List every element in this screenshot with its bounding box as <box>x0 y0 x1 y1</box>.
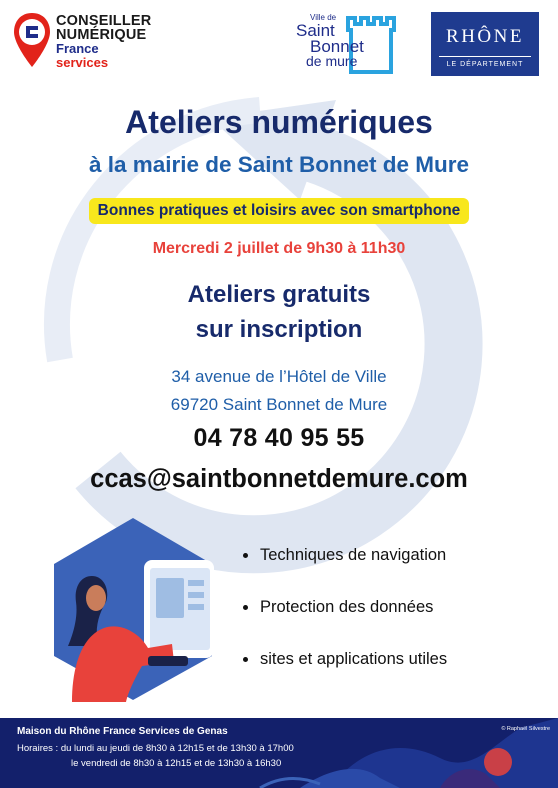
cnfs-line3: France <box>56 41 99 56</box>
event-date: Mercredi 2 juillet de 9h30 à 11h30 <box>152 240 406 257</box>
email-address: ccas@saintbonnetdemure.com <box>90 465 468 493</box>
rhone-divider <box>439 56 531 57</box>
sbm-bonnet: Bonnet <box>310 37 364 56</box>
list-item-label: Techniques de navigation <box>260 546 447 564</box>
person-at-computer-illustration <box>52 516 214 702</box>
list-item-label: sites et applications utiles <box>260 650 448 668</box>
cnfs-line2: NUMÉRIQUE <box>56 27 147 43</box>
bullet-icon <box>243 657 248 662</box>
photo-credit: © Raphaël Silvestre <box>501 726 550 732</box>
list-item <box>243 649 447 701</box>
rhone-departement-logo <box>431 12 539 76</box>
phone-number: 04 78 40 95 55 <box>193 424 365 452</box>
footer-title: Maison du Rhône France Services de Genas <box>17 726 228 737</box>
page-title: Ateliers numériques <box>125 104 433 140</box>
topics-list <box>243 545 447 701</box>
address-line-1: 34 avenue de l’Hôtel de Ville <box>171 367 387 386</box>
rhone-sub: LE DÉPARTEMENT <box>446 61 524 68</box>
bullet-icon <box>243 553 248 558</box>
list-item-label: Protection des données <box>260 598 434 616</box>
sbm-demure: de mure <box>306 53 358 69</box>
address-line-2: 69720 Saint Bonnet de Mure <box>170 395 388 414</box>
bullet-icon <box>243 605 248 610</box>
conseiller-numerique-logo <box>12 10 172 72</box>
topic-highlight: Bonnes pratiques et loisirs avec son smartphone <box>89 198 470 224</box>
cnfs-line1: CONSEILLER <box>56 13 152 29</box>
list-item <box>243 597 447 649</box>
footer-hours-2: le vendredi de 8h30 à 12h15 et de 13h30 à 16h30 <box>71 758 282 769</box>
free-line-1: Ateliers gratuits <box>187 281 371 308</box>
free-line-2: sur inscription <box>195 316 363 343</box>
list-item <box>243 545 447 597</box>
location-pin-icon <box>12 12 52 68</box>
cnfs-line4: services <box>56 55 109 70</box>
footer-hours-1: Horaires : du lundi au jeudi de 8h30 à 12h15 et de 13h30 à 17h00 <box>17 743 294 754</box>
rhone-name: RHÔNE <box>446 26 524 47</box>
footer-banner <box>0 718 558 788</box>
sbm-saint: Saint <box>296 21 335 40</box>
page-subtitle: à la mairie de Saint Bonnet de Mure <box>88 152 470 177</box>
saint-bonnet-logo <box>294 10 408 78</box>
sbm-ville: Ville de <box>310 13 337 22</box>
